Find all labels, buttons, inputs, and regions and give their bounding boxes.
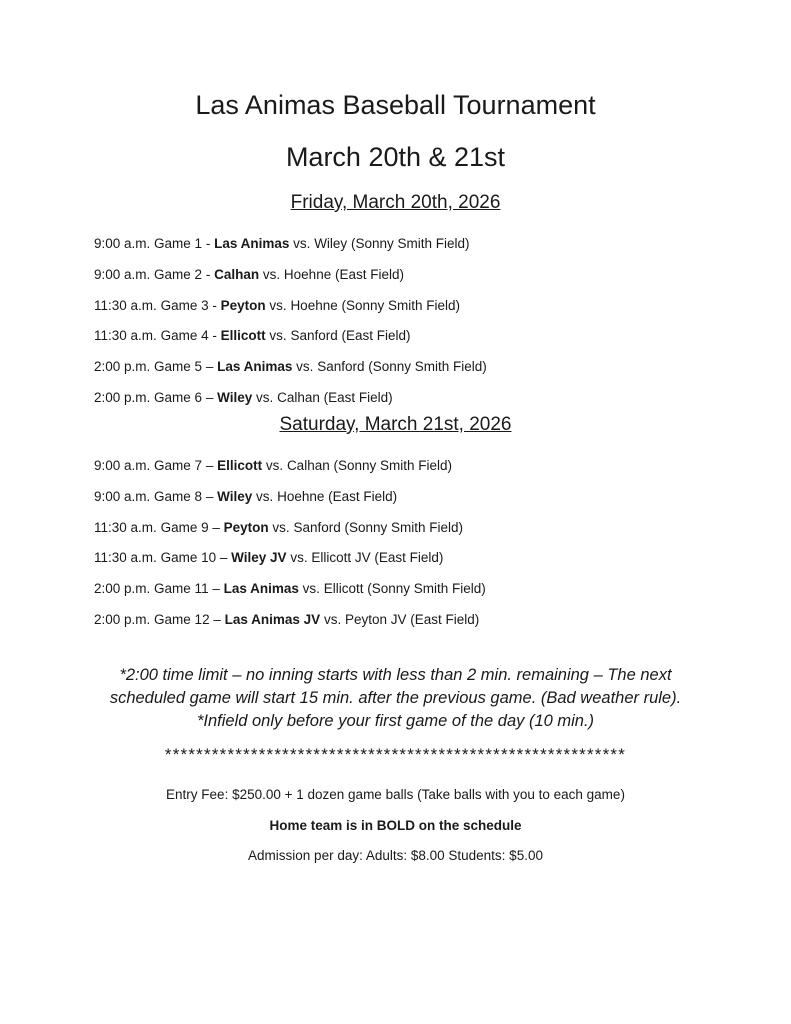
home-team: Wiley JV — [231, 550, 287, 566]
game-number: Game 6 — [154, 389, 203, 405]
game-separator: - — [205, 266, 211, 282]
game-time: 11:30 a.m. — [94, 519, 157, 535]
game-time: 2:00 p.m. — [94, 359, 151, 375]
game-number: Game 9 — [160, 519, 209, 535]
game-separator: – — [219, 550, 228, 566]
game-number: Game 1 — [154, 236, 203, 251]
game-time: 9:00 a.m. — [94, 488, 151, 504]
away-team: Ellicott JV — [311, 550, 371, 566]
game-row — [94, 383, 754, 414]
day-heading-friday: Friday, March 20th, 2026 — [290, 192, 501, 213]
game-row — [94, 482, 754, 513]
away-team: Ellicott — [323, 581, 364, 597]
versus: vs. — [290, 550, 308, 566]
note-line: *2:00 time limit – no inning starts with less than 2 min. remaining – The next — [119, 666, 672, 684]
game-time: 2:00 p.m. — [94, 389, 151, 405]
game-number: Game 12 — [154, 611, 210, 627]
field-name: (East Field) — [328, 488, 398, 504]
away-team: Calhan — [286, 458, 330, 473]
field-name: (East Field) — [341, 328, 411, 344]
versus: vs. — [269, 297, 287, 313]
field-name: (Sonny Smith Field) — [350, 236, 470, 251]
away-team: Wiley — [314, 236, 348, 251]
note-line: *Infield only before your first game of the day (10 min.) — [196, 712, 595, 730]
game-number: Game 5 — [154, 359, 203, 375]
game-row — [94, 352, 754, 383]
game-row — [94, 291, 754, 322]
game-separator: - — [205, 236, 211, 251]
home-team: Ellicott — [220, 328, 266, 344]
day-heading-saturday: Saturday, March 21st, 2026 — [279, 414, 512, 435]
saturday-schedule — [94, 451, 754, 636]
game-row — [94, 543, 754, 574]
game-time: 9:00 a.m. — [94, 266, 151, 282]
away-team: Sanford — [293, 519, 341, 535]
home-team: Peyton — [220, 297, 266, 313]
game-separator: - — [212, 297, 217, 313]
game-number: Game 10 — [160, 550, 217, 566]
versus: vs. — [296, 359, 314, 375]
friday-schedule — [94, 229, 754, 414]
game-separator: – — [205, 359, 214, 375]
home-team: Las Animas — [217, 359, 293, 375]
game-number: Game 11 — [154, 581, 209, 597]
game-number: Game 2 — [154, 266, 203, 282]
versus: vs. — [256, 389, 274, 405]
home-team: Las Animas JV — [224, 611, 321, 627]
game-time: 2:00 p.m. — [94, 611, 151, 627]
field-name: (Sonny Smith Field) — [333, 458, 453, 473]
tournament-dates: March 20th & 21st — [285, 142, 506, 172]
field-name: (East Field) — [334, 266, 405, 282]
game-row — [94, 260, 754, 291]
home-team: Calhan — [214, 266, 260, 282]
versus: vs. — [262, 266, 281, 282]
away-team: Calhan — [277, 389, 320, 405]
home-team: Wiley — [217, 389, 253, 405]
game-time: 9:00 a.m. — [94, 458, 151, 473]
field-name: (Sonny Smith Field) — [367, 581, 486, 597]
game-number: Game 8 — [154, 488, 203, 504]
field-name: (East Field) — [323, 389, 393, 405]
versus: vs. — [272, 519, 290, 535]
game-separator: – — [205, 488, 214, 504]
versus: vs. — [293, 236, 311, 251]
game-time: 11:30 a.m. — [94, 550, 157, 566]
game-separator: – — [205, 389, 214, 405]
field-name: (East Field) — [410, 611, 480, 627]
game-separator: – — [213, 611, 221, 627]
game-row — [94, 513, 754, 544]
game-separator: – — [205, 458, 214, 473]
field-name: (Sonny Smith Field) — [368, 359, 487, 375]
game-row — [94, 574, 754, 605]
home-team-note: Home team is in BOLD on the schedule — [269, 818, 522, 833]
home-team: Las Animas — [223, 581, 299, 597]
home-team: Las Animas — [214, 236, 290, 251]
away-team: Hoehne — [290, 297, 338, 313]
game-number: Game 4 — [160, 328, 209, 344]
field-name: (Sonny Smith Field) — [341, 297, 461, 313]
asterisk-divider: *********************************************************** — [164, 745, 627, 764]
game-time: 2:00 p.m. — [94, 581, 151, 597]
game-row — [94, 229, 754, 260]
note-line: scheduled game will start 15 min. after the previous game. (Bad weather rule). — [109, 689, 682, 707]
game-time: 11:30 a.m. — [94, 297, 157, 313]
away-team: Hoehne — [277, 488, 325, 504]
away-team: Sanford — [317, 359, 365, 375]
game-separator: – — [212, 519, 220, 535]
game-row — [94, 605, 754, 636]
game-number: Game 3 — [160, 297, 209, 313]
home-team: Peyton — [223, 519, 269, 535]
game-time: 11:30 a.m. — [94, 328, 157, 344]
game-time: 9:00 a.m. — [94, 236, 151, 251]
rules-notes — [0, 664, 791, 733]
page-title: Las Animas Baseball Tournament — [195, 90, 596, 120]
versus: vs. — [256, 488, 274, 504]
game-row — [94, 321, 754, 352]
versus: vs. — [265, 458, 284, 473]
field-name: (Sonny Smith Field) — [344, 519, 464, 535]
entry-fee: Entry Fee: $250.00 + 1 dozen game balls (Take balls with you to each game) — [166, 787, 625, 802]
game-separator: – — [212, 581, 220, 597]
home-team: Wiley — [217, 488, 253, 504]
home-team: Ellicott — [217, 458, 263, 473]
game-separator: - — [212, 328, 217, 344]
field-name: (East Field) — [374, 550, 444, 566]
away-team: Sanford — [290, 328, 338, 344]
away-team: Peyton JV — [344, 611, 407, 627]
game-row — [94, 451, 754, 482]
versus: vs. — [302, 581, 320, 597]
away-team: Hoehne — [283, 266, 332, 282]
versus: vs. — [323, 611, 342, 627]
versus: vs. — [269, 328, 287, 344]
game-number: Game 7 — [154, 458, 203, 473]
admission-prices: Admission per day: Adults: $8.00 Students: $5.00 — [248, 848, 543, 863]
